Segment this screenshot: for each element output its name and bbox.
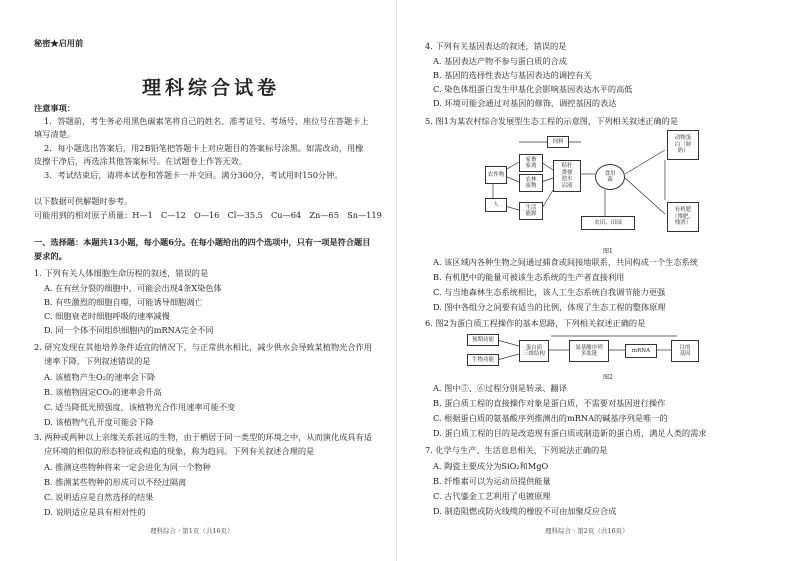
q3-option-a: A. 推测这些物种将来一定会进化为同一个物种: [44, 462, 211, 472]
q6-stem: 6. 图2为蛋白质工程操作的基本思路，下列相关叙述正确的是: [425, 318, 646, 328]
q3-option-d: D. 说明适应是具有相对性的: [44, 507, 146, 517]
figure-2: [467, 332, 707, 368]
mrna-box: mRNA: [625, 344, 657, 358]
q6-option-a: A. 图中⑤、⑥过程分别是转录、翻译: [433, 383, 567, 393]
q5-option-d: D. 图中各组分之间要有适当的比例，体现了生态工程的整体原理: [433, 302, 666, 312]
notes-heading: 注意事项：: [34, 103, 75, 113]
q2-stem: 2. 研究发现在其他培养条件适宜的情况下，与正常供水相比，减少供水会导致某植物光合作用: [34, 342, 372, 352]
section-heading: 一、选择题：本题共13小题，每小题6分。在每小题给出的四个选项中，只有一项是符合题目: [34, 237, 371, 247]
exam-title: 理科综合试卷: [142, 77, 281, 99]
q5-stem: 5. 图1为某农村综合发展型生态工程的示意图，下列相关叙述正确的是: [425, 116, 679, 126]
note-line: 2．每小题选出答案后，用2B铅笔把答题卡上对应题目的答案标号涂黑。如需改动，用橡: [44, 143, 364, 153]
q3-stem: 3. 两种或两种以上亲缘关系甚远的生物，由于栖居于同一类型的环境之中，从而演化成具有适: [34, 432, 372, 442]
amino-acid-sequence-box: 氨基酸序列 多肽链: [569, 340, 609, 362]
feed-box: 饲料: [547, 136, 569, 148]
q1-option-a: A. 在有丝分裂的细胞中，可能会出现4条X染色体: [44, 283, 222, 293]
products-box: 动物蛋 白（鲜 奶）: [667, 130, 699, 160]
q6-option-d: D. 蛋白质工程的目的是改造现有蛋白质或制造新的蛋白质，满足人类的需求: [433, 428, 707, 438]
q7-option-b: B. 纤维素可以为运动员提供能量: [433, 476, 551, 486]
livestock-box: 家畜 家禽: [519, 154, 543, 172]
secret-label: 秘密★启用前: [34, 38, 84, 48]
q6-option-c: C. 根据蛋白质的氨基酸序列推测出的mRNA的碱基序列是唯一的: [433, 413, 668, 423]
waste-box: 农林 废物: [519, 174, 543, 192]
q7-stem: 7. 化学与生产、生活息息相关，下列说法正确的是: [425, 445, 608, 455]
crops-box: 农作物: [485, 166, 507, 184]
q1-stem: 1. 下列有关人体细胞生命历程的叙述，错误的是: [34, 268, 209, 278]
q2-stem-cont: 速率下降，下列叙述错误的是: [44, 356, 151, 366]
q1-option-d: D. 同一个体不同组织细胞内的mRNA完全不同: [44, 325, 214, 335]
q3-option-b: B. 推测某些物种的形成可以不经过隔离: [44, 477, 187, 487]
note-line: 1．答题前，考生务必用黑色碳素笔将自己的姓名、准考证号、考场号、座位号在答题卡上: [44, 116, 369, 126]
compost-box: 有机肥 （堆肥， 残渣）: [667, 202, 699, 232]
mushroom-circle: 食用 菌: [595, 164, 625, 190]
atomic-masses: 可能用到的相对原子质量：H—1 C—12 O—16 Cl—35.5 Cu—64 Zn—65 Sn—119: [34, 210, 382, 220]
farmland-box: 农田、田园: [581, 216, 635, 230]
note-line: 填写清楚。: [34, 129, 75, 139]
q4-option-d: D. 环境可能会通过对基因的修饰，调控基因的表达: [433, 98, 617, 108]
page-2: [397, 0, 794, 561]
q3-option-c: C. 说明适应是自然选择的结果: [44, 492, 154, 502]
biogas-digester-box: 秸秆 粪便 池水 沼液: [553, 160, 581, 192]
q4-option-c: C. 染色体组蛋白发生甲基化会影响基因表达水平的高低: [433, 84, 633, 94]
q4-option-a: A. 基因表达产物不参与蛋白质的合成: [433, 56, 567, 66]
expected-function-box: 预期功能: [467, 334, 499, 346]
human-box: 人: [485, 198, 507, 212]
q4-option-b: B. 基因的选择性表达与基因表达的调控有关: [433, 70, 592, 80]
q2-option-b: B. 该植物固定CO₂的速率会升高: [44, 387, 162, 397]
q7-option-d: D. 制造阻燃或防火线缆的橡胶不可由加聚反应合成: [433, 506, 617, 516]
biological-function-box: 生物功能: [467, 354, 499, 366]
energy-box: 生活 能源: [519, 202, 543, 220]
note-line: 皮擦干净后，再选涂其他答案标号。在试题卷上作答无效。: [34, 156, 247, 166]
q7-option-a: A. 陶瓷主要成分为SiO₂和MgO: [433, 461, 549, 471]
q1-option-c: C. 细胞衰老时细胞呼吸的速率减慢: [44, 311, 170, 321]
q2-option-d: D. 该植物气孔开度可能会下降: [44, 417, 154, 427]
q3-stem-cont: 应环境的相似的形态特征或构造的现象，称为趋同。下列有关叙述合理的是: [44, 446, 315, 456]
q7-option-c: C. 古代鎏金工艺利用了电镀原理: [433, 491, 551, 501]
page-footer: 理科综合 · 第1页（共16页）: [150, 527, 234, 535]
q1-option-b: B. 有些激烈的细胞自噬，可能诱导细胞凋亡: [44, 297, 203, 307]
q5-option-a: A. 该区域内各种生物之间通过捕食或间接地联系，共同构成一个生态系统: [433, 257, 698, 267]
figure-1: [485, 130, 713, 242]
protein-structure-box: 蛋白质 三维结构: [519, 340, 549, 362]
q5-option-c: C. 与当地森林生态系统相比，该人工生态系统自我调节能力更强: [433, 287, 666, 297]
q5-option-b: B. 有机肥中的能量可被该生态系统的生产者直接利用: [433, 272, 625, 282]
section-heading-cont: 要求的。: [34, 251, 67, 261]
q4-stem: 4. 下列有关基因表达的叙述，错误的是: [425, 41, 567, 51]
target-gene-box: 目的 基因: [671, 340, 699, 362]
figure-2-caption: 图2: [603, 374, 613, 381]
note-line: 3．考试结束后，请将本试卷和答题卡一并交回。满分300分，考试用时150分钟。: [44, 170, 343, 180]
page-footer: 理科综合 · 第2页（共16页）: [545, 527, 629, 535]
figure-1-caption: 图1: [603, 248, 613, 255]
q2-option-c: C. 适当降低光照强度，该植物光合作用速率可能不变: [44, 402, 236, 412]
q6-option-b: B. 蛋白质工程的直接操作对象是蛋白质，不需要对基因进行操作: [433, 398, 666, 408]
data-intro: 以下数据可供解题时参考。: [34, 196, 133, 206]
q2-option-a: A. 该植物产生O₂的速率会下降: [44, 372, 156, 382]
